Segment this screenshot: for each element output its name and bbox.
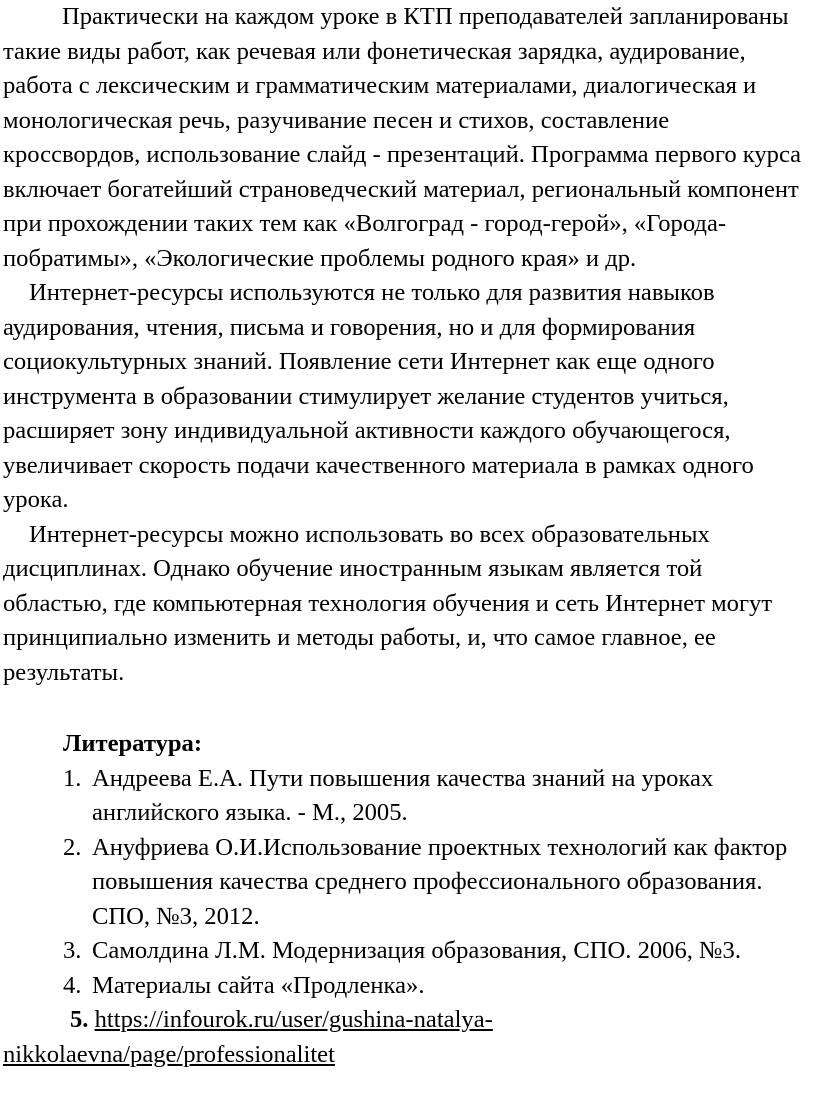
literature-item-text: Андреева Е.А. Пути повышения качества знаний на уроках английского языка. - М., 2005. <box>92 764 714 826</box>
paragraph-ktp-activities: Практически на каждом уроке в КТП преподавателей запланированы такие виды работ, как речевая или фонетическая зарядка, аудирование, работа с лексическим и грамматическим материалами, диалогическая и монологическая речь, разучивание песен и стихов, составление кроссвордов, использование слайд - презентаций. Программа первого курса включает богатейший страноведческий материал, региональный компонент при прохождении таких тем как «Волгоград - город-герой», «Города-побратимы», «Экологические проблемы родного края» и др. <box>3 3 802 272</box>
literature-item-5 <box>3 1003 808 1072</box>
literature-item-text: Материалы сайта «Продленка». <box>92 971 425 999</box>
paragraph-foreign-languages: Интернет-ресурсы можно использовать во всех образовательных дисциплинах. Однако обучение иностранным языкам является той областью, где компьютерная технология обучения и сеть Интернет могут принципиально изменить и методы работы, и, что самое главное, ее результаты. <box>3 520 773 686</box>
literature-item-number: 5. <box>70 1006 89 1033</box>
literature-item-text: Самолдина Л.М. Модернизация образования, СПО. 2006, №3. <box>92 937 741 964</box>
literature-item-number: 2. <box>63 833 82 861</box>
literature-item <box>3 831 808 935</box>
professionalitet-link[interactable]: https://infourok.ru/user/gushina-natalya-nikkolaevna/page/professionalitet <box>3 1006 493 1068</box>
literature-item <box>3 762 808 831</box>
literature-item <box>3 969 808 1004</box>
literature-item-number: 4. <box>63 971 82 999</box>
paragraph-internet-resources: Интернет-ресурсы используются не только для развития навыков аудирования, чтения, письма и говорения, но и для формирования социокультурных знаний. Появление сети Интернет как еще одного инструмента в образовании стимулирует желание студентов учиться, расширяет зону индивидуальной активности каждого обучающегося, увеличивает скорость подачи качественного материала в рамках одного урока. <box>3 279 754 513</box>
literature-item-text: Ануфриева О.И.Использование проектных технологий как фактор повышения качества среднего профессионального образования. СПО, №3, 2012. <box>92 833 788 930</box>
literature-item-number: 1. <box>63 764 82 792</box>
literature-heading: Литература: <box>63 730 203 757</box>
literature-item <box>3 934 808 969</box>
literature-list <box>3 762 808 1004</box>
literature-item-number: 3. <box>63 937 82 964</box>
